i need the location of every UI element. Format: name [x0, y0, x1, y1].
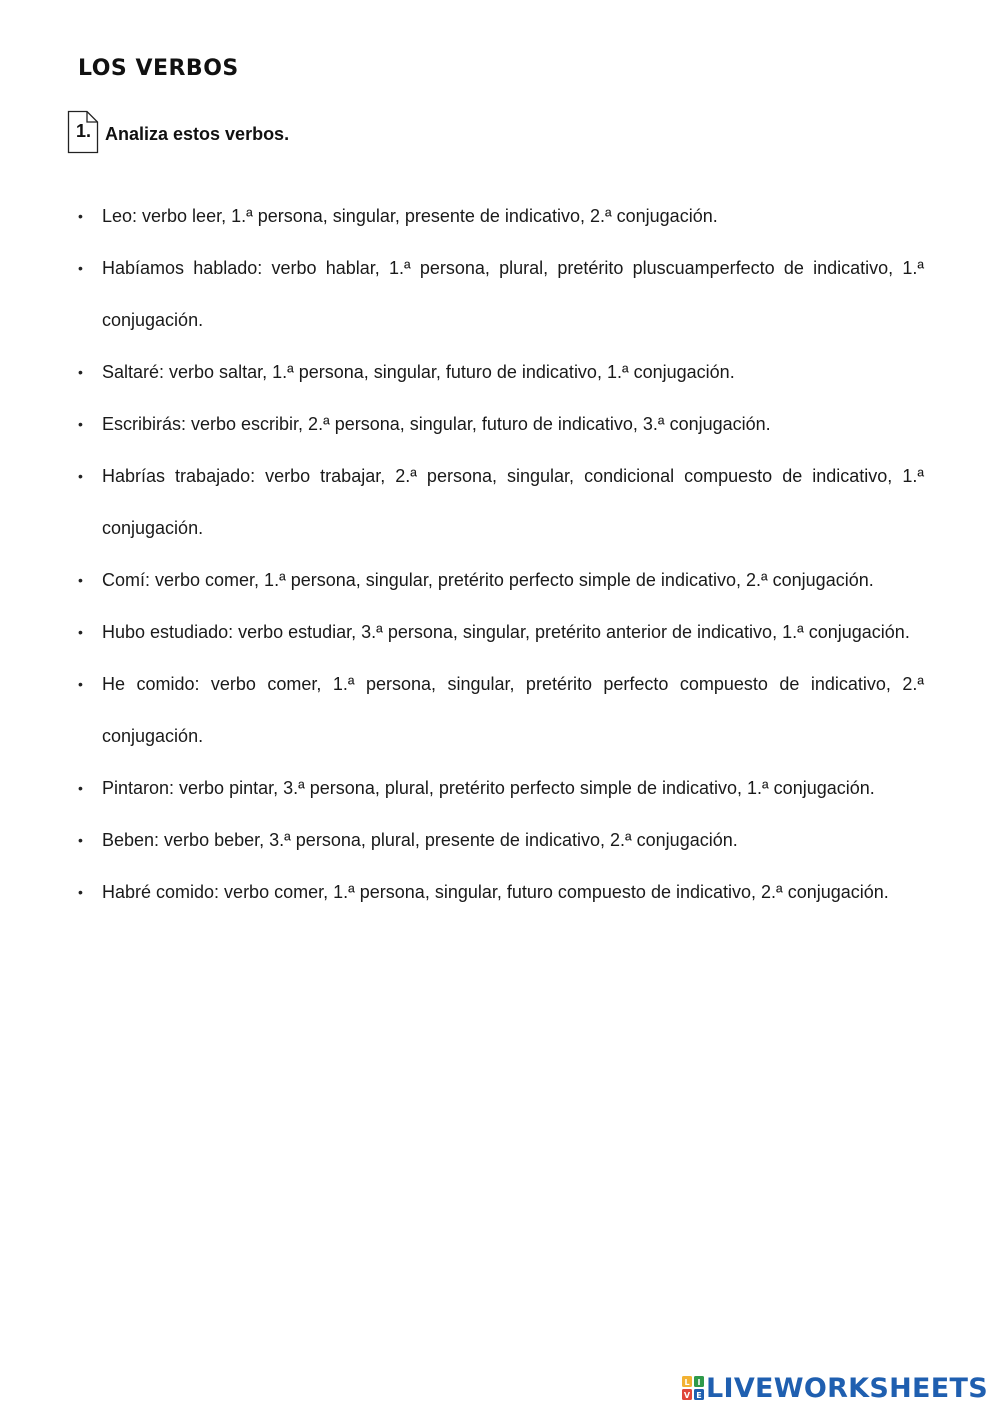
answer-text: Comí: verbo comer, 1.ª persona, singular, pretérito perfecto simple de indicativo, 2.ª conjugación. — [102, 570, 874, 590]
bullet-icon: • — [78, 676, 83, 692]
svg-text:V: V — [683, 1391, 691, 1400]
answer-text: Leo: verbo leer, 1.ª persona, singular, presente de indicativo, 2.ª conjugación. — [102, 206, 718, 226]
answer-text: Habíamos hablado: verbo hablar, 1.ª persona, plural, pretérito pluscuamperfecto de indicativo, 1.ª conjugación. — [102, 258, 924, 330]
bullet-icon: • — [78, 780, 83, 796]
exercise-instruction: Analiza estos verbos. — [105, 123, 290, 144]
answer-item-11 — [78, 866, 924, 918]
answer-item-10 — [78, 814, 924, 866]
answer-item-4 — [78, 398, 924, 450]
page-title: LOS VERBOS — [78, 56, 239, 81]
brand-name: LIVEWORKSHEETS — [705, 1372, 988, 1404]
bullet-icon: • — [78, 832, 83, 848]
bullet-icon: • — [78, 260, 83, 276]
liveworksheets-brand[interactable] — [682, 1370, 988, 1406]
bullet-icon: • — [78, 416, 83, 432]
bullet-icon: • — [78, 572, 83, 588]
answer-list — [78, 190, 924, 918]
answer-item-7 — [78, 606, 924, 658]
answer-item-6 — [78, 554, 924, 606]
svg-text:E: E — [696, 1391, 702, 1400]
svg-text:I: I — [697, 1378, 701, 1387]
answer-text: Escribirás: verbo escribir, 2.ª persona, singular, futuro de indicativo, 3.ª conjugación. — [102, 414, 771, 434]
document-icon — [67, 110, 99, 154]
answer-text: Hubo estudiado: verbo estudiar, 3.ª persona, singular, pretérito anterior de indicativo, 1.ª conjugación. — [102, 622, 910, 642]
answer-text: Saltaré: verbo saltar, 1.ª persona, singular, futuro de indicativo, 1.ª conjugación. — [102, 362, 735, 382]
bullet-icon: • — [78, 468, 83, 484]
bullet-icon: • — [78, 364, 83, 380]
answer-text: Pintaron: verbo pintar, 3.ª persona, plural, pretérito perfecto simple de indicativo, 1.ª conjugación. — [102, 778, 875, 798]
liveworksheets-logo-icon — [682, 1376, 704, 1400]
svg-text:L: L — [684, 1378, 690, 1387]
answer-item-1 — [78, 190, 924, 242]
bullet-icon: • — [78, 884, 83, 900]
answer-item-9 — [78, 762, 924, 814]
answer-text: Habré comido: verbo comer, 1.ª persona, singular, futuro compuesto de indicativo, 2.ª conjugación. — [102, 882, 889, 902]
answer-item-2 — [78, 242, 924, 346]
answer-text: Beben: verbo beber, 3.ª persona, plural, presente de indicativo, 2.ª conjugación. — [102, 830, 738, 850]
bullet-icon: • — [78, 624, 83, 640]
answer-item-5 — [78, 450, 924, 554]
answer-text: He comido: verbo comer, 1.ª persona, singular, pretérito perfecto compuesto de indicativo, 2.ª conjugación. — [102, 674, 924, 746]
answer-text: Habrías trabajado: verbo trabajar, 2.ª persona, singular, condicional compuesto de indicativo, 1.ª conjugación. — [102, 466, 924, 538]
bullet-icon: • — [78, 208, 83, 224]
exercise-number: 1. — [76, 121, 92, 141]
answer-item-3 — [78, 346, 924, 398]
exercise-header — [67, 110, 289, 154]
answer-item-8 — [78, 658, 924, 762]
